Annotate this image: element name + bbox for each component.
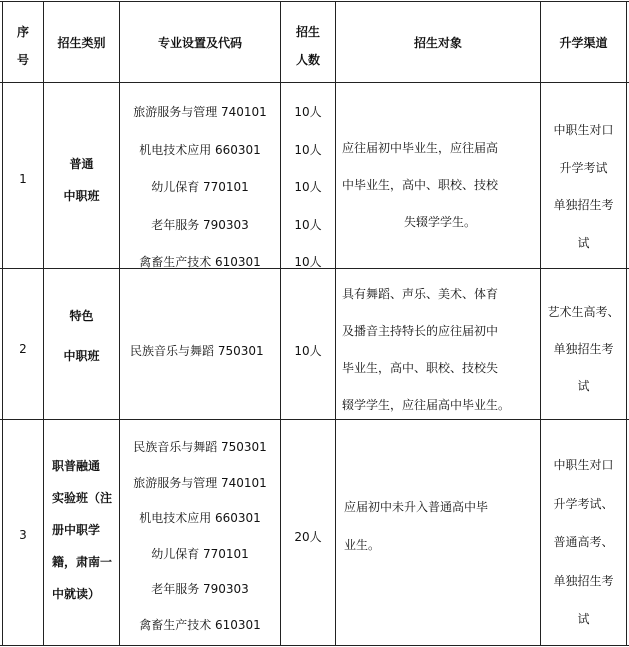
row3-category-line4: 籍，肃南一 <box>52 555 113 569</box>
row1-seq: 1 <box>19 172 27 186</box>
channel-line: 普通高考、 <box>553 535 614 549</box>
major-item: 幼儿保育 770101 <box>151 546 249 561</box>
row3-category-line2: 实验班（注 <box>52 491 113 505</box>
row2-channel <box>541 294 626 405</box>
count-item: 10人 <box>294 142 322 157</box>
count-item: 10人 <box>294 180 322 194</box>
header-seq-line1: 序 <box>16 25 29 39</box>
row2-counts <box>281 342 335 359</box>
row1-majors <box>120 94 280 282</box>
channel-line: 试 <box>577 235 590 250</box>
channel-line: 单独招生考 <box>553 342 614 356</box>
channel-line: 单独招生考 <box>553 573 614 588</box>
row1-target <box>342 130 538 241</box>
header-count-line2: 人数 <box>295 53 320 67</box>
major-item: 老年服务 790303 <box>151 582 249 596</box>
row1-category-line1: 普通 <box>69 157 94 171</box>
major-item: 民族音乐与舞蹈 750301 <box>130 344 264 358</box>
row3-category <box>52 450 118 610</box>
channel-line: 试 <box>577 379 590 393</box>
channel-line: 中职生对口 <box>553 458 614 472</box>
header-major: 专业设置及代码 <box>157 36 242 50</box>
major-item: 禽畜生产技术 610301 <box>139 255 261 269</box>
target-line: 失辍学学生。 <box>403 215 476 229</box>
row3-counts <box>281 528 335 545</box>
major-item: 民族音乐与舞蹈 750301 <box>133 440 267 454</box>
target-line: 业生。 <box>344 538 381 552</box>
target-line: 毕业生，高中、职校、技校失 <box>342 361 499 375</box>
channel-line: 单独招生考 <box>553 198 614 212</box>
row2-category-line1: 特色 <box>69 309 94 323</box>
count-item: 10人 <box>294 217 322 232</box>
row3-category-line5: 中就读） <box>52 587 101 601</box>
major-item: 禽畜生产技术 610301 <box>139 617 261 632</box>
header-target: 招生对象 <box>413 36 462 50</box>
channel-line: 中职生对口 <box>553 123 614 137</box>
major-item: 旅游服务与管理 740101 <box>133 105 267 119</box>
row3-seq: 3 <box>19 528 27 542</box>
major-item: 机电技术应用 660301 <box>139 511 261 525</box>
major-item: 幼儿保育 770101 <box>151 180 249 194</box>
count-item: 20人 <box>294 530 322 544</box>
target-line: 及播音主持特长的应往届初中 <box>342 324 499 338</box>
row3-category-line3: 册中职学 <box>52 523 101 537</box>
row1-counts <box>281 94 335 282</box>
row3-category-line1: 职普融通 <box>52 459 101 473</box>
count-item: 10人 <box>294 255 322 269</box>
row1-category <box>44 148 119 212</box>
target-line: 应往届初中毕业生，应往届高 <box>342 141 499 155</box>
target-line: 具有舞蹈、声乐、美术、体育 <box>342 287 499 301</box>
major-item: 老年服务 790303 <box>151 217 249 232</box>
channel-line: 升学考试、 <box>553 496 614 511</box>
header-category: 招生类别 <box>57 36 106 50</box>
row1-category-line2: 中职班 <box>63 189 100 203</box>
row3-channel <box>541 446 626 639</box>
row1-channel <box>541 112 626 262</box>
major-item: 机电技术应用 660301 <box>139 142 261 157</box>
target-line: 辍学学生，应往届高中毕业生。 <box>342 398 511 412</box>
header-seq <box>3 18 43 74</box>
channel-line: 艺术生高考、 <box>547 305 620 319</box>
row3-majors <box>120 430 280 643</box>
count-item: 10人 <box>294 105 322 119</box>
header-count <box>281 18 335 74</box>
count-item: 10人 <box>294 344 322 358</box>
row2-target <box>342 276 538 424</box>
channel-line: 试 <box>577 612 590 626</box>
target-line: 中毕业生，高中、职校、技校 <box>342 178 499 192</box>
row2-category <box>44 296 119 376</box>
row3-target <box>344 488 538 564</box>
header-count-line1: 招生 <box>295 25 320 39</box>
row2-category-line2: 中职班 <box>63 349 100 363</box>
row2-majors <box>130 342 280 359</box>
row2-seq: 2 <box>19 342 27 356</box>
target-line: 应届初中未升入普通高中毕 <box>344 500 489 514</box>
channel-line: 升学考试 <box>559 160 608 175</box>
header-seq-line2: 号 <box>16 53 29 67</box>
header-channel: 升学渠道 <box>559 36 608 50</box>
major-item: 旅游服务与管理 740101 <box>133 475 267 490</box>
